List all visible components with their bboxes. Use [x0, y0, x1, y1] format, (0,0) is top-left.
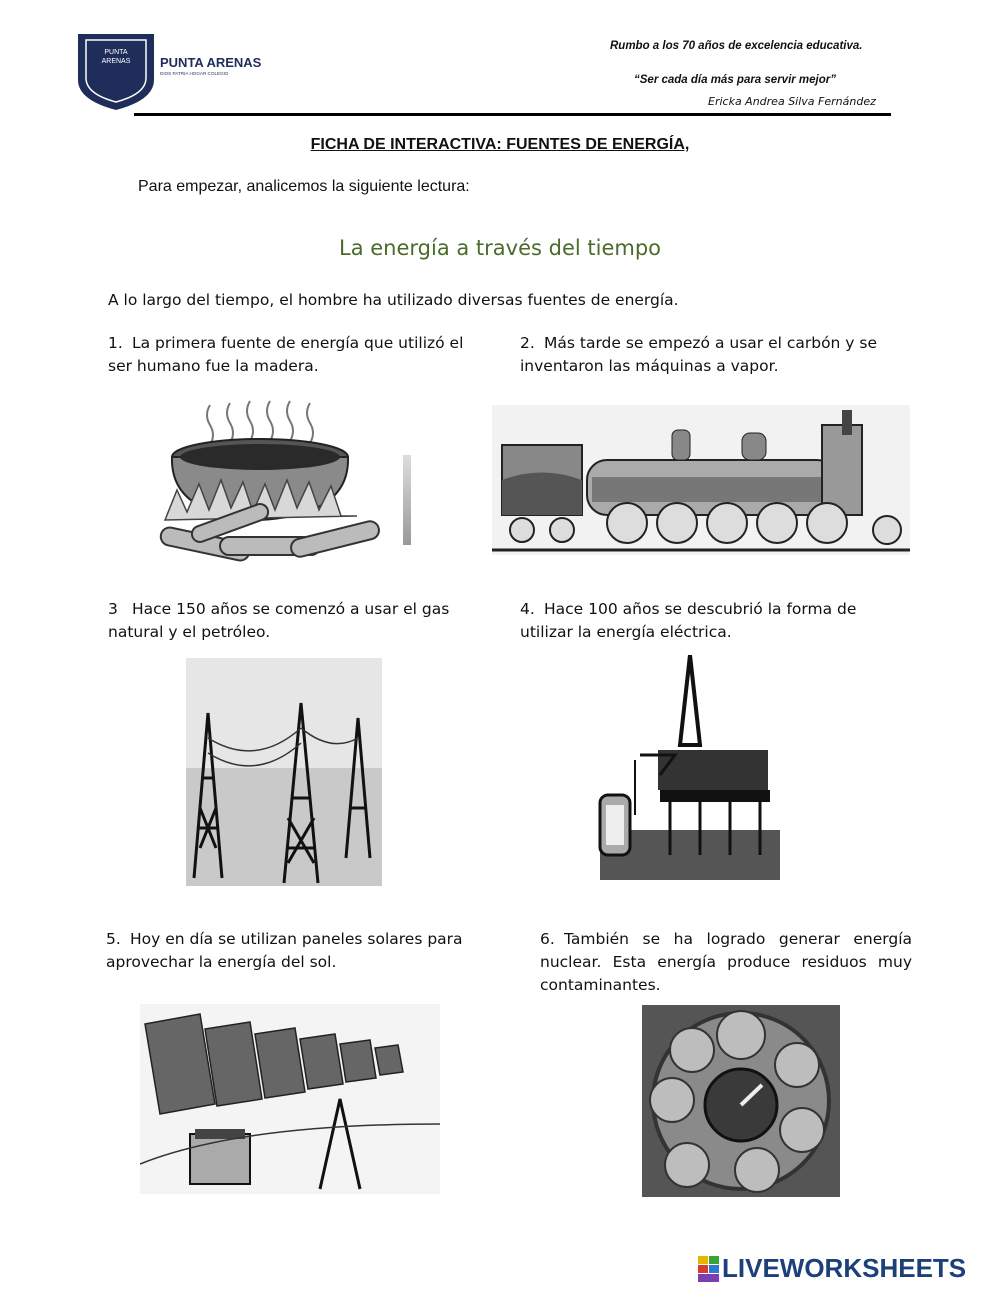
- header-divider: [134, 113, 891, 116]
- worksheet-title: FICHA DE INTERACTIVA: FUENTES DE ENERGÍA,: [310, 136, 690, 153]
- nuclear-reactor-image: [642, 1005, 840, 1197]
- reading-title: La energía a través del tiempo: [339, 236, 661, 260]
- header-author: Ericka Andrea Silva Fernández: [708, 95, 876, 108]
- header-motto-line-1: Rumbo a los 70 años de excelencia educativa.: [610, 40, 863, 52]
- school-logo: [72, 30, 272, 110]
- item-text: Hace 100 años se descubrió la forma de utilizar la energía eléctrica.: [520, 600, 857, 641]
- reading-lead: A lo largo del tiempo, el hombre ha utilizado diversas fuentes de energía.: [108, 291, 679, 309]
- item-number: 1.: [108, 334, 123, 352]
- liveworksheets-logo-icon: [698, 1256, 720, 1282]
- liveworksheets-brand-text: LIVEWORKSHEETS: [722, 1253, 967, 1283]
- solar-panels-image: [140, 1004, 440, 1194]
- item-number: 4.: [520, 600, 535, 618]
- steam-locomotive-image: [492, 405, 910, 555]
- image-fragment: [403, 455, 411, 545]
- item-text: Hace 150 años se comenzó a usar el gas natural y el petróleo.: [108, 600, 450, 641]
- logo-school-motto: DIOS PATRIA HOGAR COLEGIO: [160, 71, 229, 76]
- reading-item-5: [106, 928, 476, 974]
- reading-item-3: [108, 598, 478, 644]
- item-number: 6.: [540, 930, 555, 948]
- reading-item-1: [108, 332, 478, 378]
- item-text: Hoy en día se utilizan paneles solares para aprovechar la energía del sol.: [106, 930, 463, 971]
- item-text: Más tarde se empezó a usar el carbón y se inventaron las máquinas a vapor.: [520, 334, 878, 375]
- item-text: También se ha logrado generar energía nuclear. Esta energía produce residuos muy contaminantes.: [540, 930, 912, 994]
- cauldron-fire-image: [150, 395, 400, 580]
- power-towers-image: [186, 658, 382, 886]
- worksheet-intro: Para empezar, analicemos la siguiente lectura:: [138, 178, 470, 195]
- liveworksheets-brand: [698, 1253, 966, 1284]
- reading-item-6: [540, 928, 912, 997]
- header-motto-line-2: “Ser cada día más para servir mejor”: [634, 74, 836, 86]
- logo-shield-text-1: PUNTA: [104, 49, 128, 56]
- item-text: La primera fuente de energía que utilizó el ser humano fue la madera.: [108, 334, 464, 375]
- logo-shield-text-2: ARENAS: [101, 58, 131, 65]
- item-number: 5.: [106, 930, 121, 948]
- reading-item-4: [520, 598, 890, 644]
- logo-school-name: PUNTA ARENAS: [160, 55, 262, 70]
- item-number: 3: [108, 600, 118, 618]
- item-number: 2.: [520, 334, 535, 352]
- reading-item-2: [520, 332, 890, 378]
- oil-platform-image: [580, 655, 780, 880]
